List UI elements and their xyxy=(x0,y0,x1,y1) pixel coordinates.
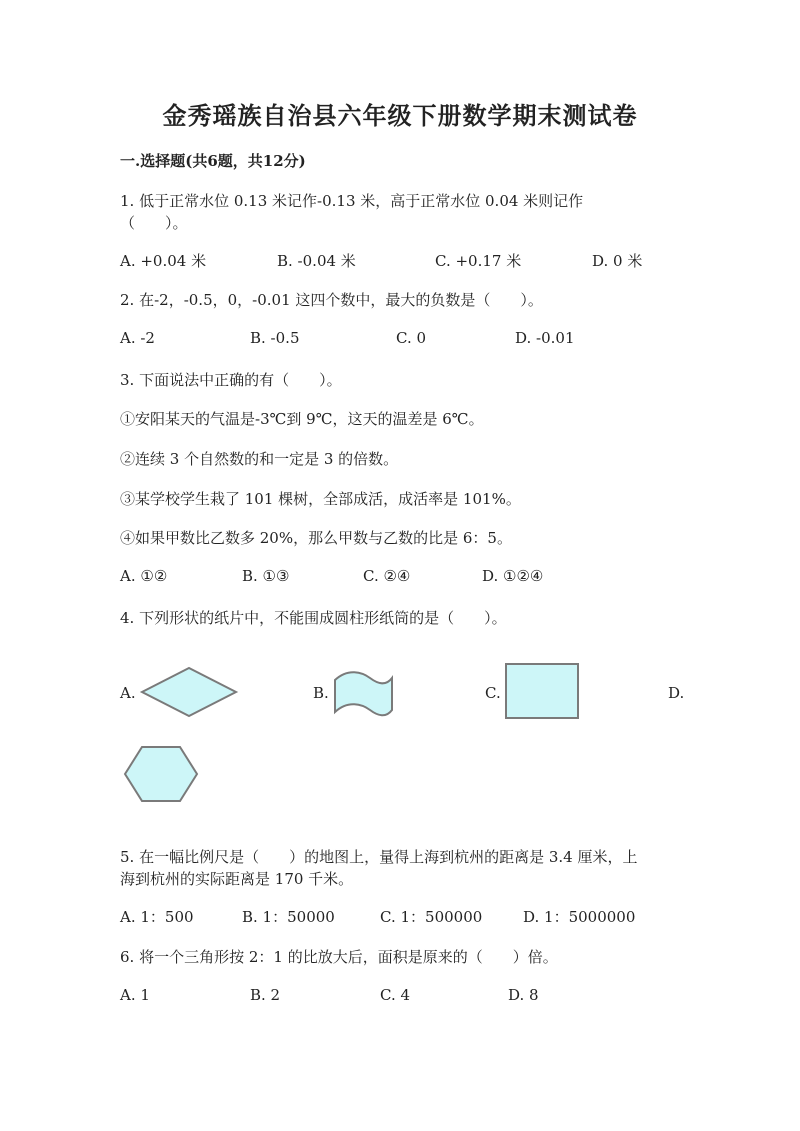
q5-option-c[interactable]: C. 1：500000 xyxy=(380,908,483,926)
q1-option-b[interactable]: B. -0.04 米 xyxy=(277,252,356,270)
q4-option-a-label[interactable]: A. xyxy=(120,684,136,702)
question-1-text: 1. 低于正常水位 0.13 米记作-0.13 米，高于正常水位 0.04 米则记作 xyxy=(120,192,584,210)
q3-statement-1: ①安阳某天的气温是-3℃到 9℃，这天的温差是 6℃。 xyxy=(120,410,484,428)
question-5-text: 5. 在一幅比例尺是（ ）的地图上，量得上海到杭州的距离是 3.4 厘米，上 xyxy=(120,848,638,866)
q2-option-d[interactable]: D. -0.01 xyxy=(515,329,575,347)
q4-option-d-label[interactable]: D. xyxy=(668,684,685,702)
q5-option-d[interactable]: D. 1：5000000 xyxy=(523,908,636,926)
q1-option-c[interactable]: C. +0.17 米 xyxy=(435,252,522,270)
question-4-text: 4. 下列形状的纸片中，不能围成圆柱形纸筒的是（ ）。 xyxy=(120,609,507,627)
q3-statement-4: ④如果甲数比乙数多 20%，那么甲数与乙数的比是 6：5。 xyxy=(120,529,512,547)
q6-option-a[interactable]: A. 1 xyxy=(120,986,150,1004)
q3-option-b[interactable]: B. ①③ xyxy=(242,567,290,585)
rhombus-shape xyxy=(138,664,240,720)
q5-option-b[interactable]: B. 1：50000 xyxy=(242,908,335,926)
q2-option-a[interactable]: A. -2 xyxy=(120,329,155,347)
page-title: 金秀瑶族自治县六年级下册数学期末测试卷 xyxy=(162,101,638,130)
wavy-rectangle-shape xyxy=(330,668,396,720)
question-2-text: 2. 在-2，-0.5，0，-0.01 这四个数中，最大的负数是（ ）。 xyxy=(120,291,543,309)
q6-option-c[interactable]: C. 4 xyxy=(380,986,411,1004)
question-3-text: 3. 下面说法中正确的有（ ）。 xyxy=(120,371,342,389)
q1-option-d[interactable]: D. 0 米 xyxy=(592,252,643,270)
q4-option-c-label[interactable]: C. xyxy=(485,684,501,702)
q3-option-a[interactable]: A. ①② xyxy=(120,567,168,585)
q2-option-c[interactable]: C. 0 xyxy=(396,329,427,347)
q3-option-d[interactable]: D. ①②④ xyxy=(482,567,544,585)
question-1-text-cont: （ ）。 xyxy=(120,214,188,232)
question-6-text: 6. 将一个三角形按 2：1 的比放大后，面积是原来的（ ）倍。 xyxy=(120,948,558,966)
rectangle-shape xyxy=(504,662,580,720)
q3-statement-3: ③某学校学生栽了 101 棵树，全部成活，成活率是 101%。 xyxy=(120,490,521,508)
q1-option-a[interactable]: A. +0.04 米 xyxy=(120,252,207,270)
q6-option-d[interactable]: D. 8 xyxy=(508,986,539,1004)
section-heading: 一.选择题(共6题，共12分) xyxy=(120,152,306,170)
q3-option-c[interactable]: C. ②④ xyxy=(363,567,411,585)
question-5-text-cont: 海到杭州的实际距离是 170 千米。 xyxy=(120,870,354,888)
q4-option-b-label[interactable]: B. xyxy=(313,684,329,702)
q5-option-a[interactable]: A. 1：500 xyxy=(120,908,194,926)
q6-option-b[interactable]: B. 2 xyxy=(250,986,281,1004)
q3-statement-2: ②连续 3 个自然数的和一定是 3 的倍数。 xyxy=(120,450,399,468)
q2-option-b[interactable]: B. -0.5 xyxy=(250,329,300,347)
hexagon-shape xyxy=(122,744,200,804)
